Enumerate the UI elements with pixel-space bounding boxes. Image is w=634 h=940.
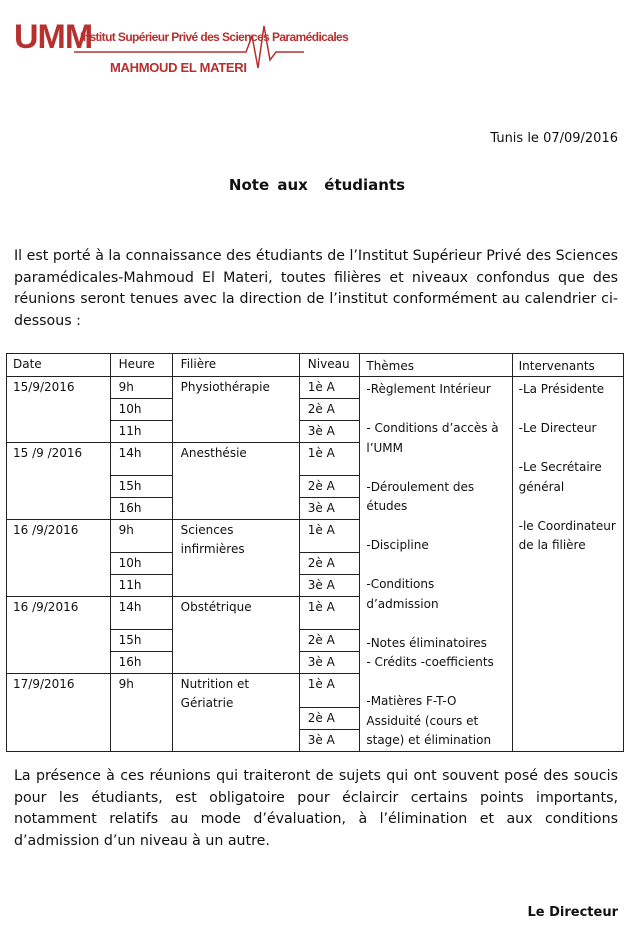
theme-item: -Notes éliminatoires xyxy=(366,635,487,650)
niveau-cell: 3è A xyxy=(299,729,360,751)
table-row xyxy=(7,377,624,399)
closing-paragraph: La présence à ces réunions qui traiteront de sujets qui ont souvent posé des soucis pour les étudiants, est obligatoire pour éclaircir certains points importants, notamment relatifs au mode d’évaluation, à l’élimination et aux conditions d’admission d’un niveau à un autre. xyxy=(14,768,618,849)
niveau-cell: 2è A xyxy=(299,707,360,729)
niveau-cell: 1è A xyxy=(299,597,360,630)
niveau-cell: 3è A xyxy=(299,498,360,520)
institute-logo xyxy=(14,16,349,88)
intervenant-item: -La Présidente xyxy=(518,382,605,396)
heure-cell: 9h xyxy=(110,377,172,399)
table-header-row xyxy=(7,354,624,377)
filiere-cell: Sciences infirmières xyxy=(172,520,299,597)
table-header-cell: Heure xyxy=(110,354,172,377)
theme-gap xyxy=(366,673,507,693)
niveau-cell: 1è A xyxy=(299,520,360,553)
meeting-schedule-table xyxy=(6,353,624,752)
table-header-cell: Thèmes xyxy=(360,354,512,377)
table-header-cell: Date xyxy=(7,354,111,377)
heure-cell: 10h xyxy=(110,399,172,421)
heure-cell: 10h xyxy=(110,553,172,575)
theme-gap xyxy=(366,556,507,576)
theme-item: - Conditions d’accès à l’UMM xyxy=(366,421,499,455)
table-header-cell: Niveau xyxy=(299,354,360,377)
heure-cell: 16h xyxy=(110,652,172,674)
theme-item: -Conditions d’admission xyxy=(366,577,439,611)
theme-item: -Déroulement des études xyxy=(366,479,475,513)
date-cell: 17/9/2016 xyxy=(7,674,111,751)
table-header-cell: Intervenants xyxy=(512,354,623,377)
intervenant-item: -Le Directeur xyxy=(518,421,597,435)
niveau-cell: 3è A xyxy=(299,421,360,443)
niveau-cell: 2è A xyxy=(299,630,360,652)
niveau-cell: 2è A xyxy=(299,476,360,498)
intro-paragraph: Il est porté à la connaissance des étudiants de l’Institut Supérieur Privé des Sciences paramédicales-Mahmoud El Materi, toutes filières et niveaux confondus que des réunions seront tenues avec la direction de l’institut conformément au calendrier ci-dessous : xyxy=(14,248,618,329)
heure-cell: 15h xyxy=(110,476,172,498)
intervenant-gap xyxy=(519,497,619,517)
intervenant-item: -Le Secrétaire général xyxy=(518,460,602,494)
niveau-cell: 2è A xyxy=(299,553,360,575)
theme-item: - Crédits -coefficients xyxy=(366,655,494,669)
niveau-cell: 3è A xyxy=(299,575,360,597)
theme-item: -Règlement Intérieur xyxy=(366,382,491,396)
theme-item: -Discipline xyxy=(366,538,429,552)
niveau-cell: 1è A xyxy=(299,674,360,707)
heure-cell: 9h xyxy=(110,520,172,553)
document-date: Tunis le 07/09/2016 xyxy=(490,131,618,146)
logo-institute-name: MAHMOUD EL MATERI xyxy=(110,60,247,75)
themes-cell xyxy=(360,377,512,752)
date-cell: 15/9/2016 xyxy=(7,377,111,443)
filiere-cell: Obstétrique xyxy=(172,597,299,674)
filiere-cell: Nutrition et Gériatrie xyxy=(172,674,299,751)
date-cell: 16 /9/2016 xyxy=(7,597,111,674)
filiere-cell: Anesthésie xyxy=(172,443,299,520)
logo-institute-line: Institut Supérieur Privé des Sciences Paramédicales xyxy=(80,30,349,44)
theme-gap xyxy=(366,614,507,634)
heure-cell: 11h xyxy=(110,575,172,597)
logo-acronym: UMM xyxy=(14,18,93,56)
theme-gap xyxy=(366,400,507,420)
intervenants-cell xyxy=(512,377,623,752)
theme-gap xyxy=(366,458,507,478)
theme-gap xyxy=(366,517,507,537)
intervenant-item: -le Coordinateur de la filière xyxy=(518,518,616,552)
filiere-cell: Physiothérapie xyxy=(172,377,299,443)
niveau-cell: 1è A xyxy=(299,443,360,476)
heure-cell: 11h xyxy=(110,421,172,443)
theme-item: -Matières F-T-O Assiduité (cours et stage) et élimination xyxy=(366,694,492,747)
niveau-cell: 1è A xyxy=(299,377,360,399)
heure-cell: 15h xyxy=(110,630,172,652)
table-header-cell: Filière xyxy=(172,354,299,377)
heure-cell: 9h xyxy=(110,674,172,751)
document-title: Note aux étudiants xyxy=(228,176,406,194)
signature: Le Directeur xyxy=(527,905,618,920)
date-cell: 16 /9/2016 xyxy=(7,520,111,597)
niveau-cell: 3è A xyxy=(299,652,360,674)
heure-cell: 14h xyxy=(110,443,172,476)
heure-cell: 14h xyxy=(110,597,172,630)
date-cell: 15 /9 /2016 xyxy=(7,443,111,520)
heure-cell: 16h xyxy=(110,498,172,520)
intervenant-gap xyxy=(519,439,619,459)
niveau-cell: 2è A xyxy=(299,399,360,421)
intervenant-gap xyxy=(519,400,619,420)
